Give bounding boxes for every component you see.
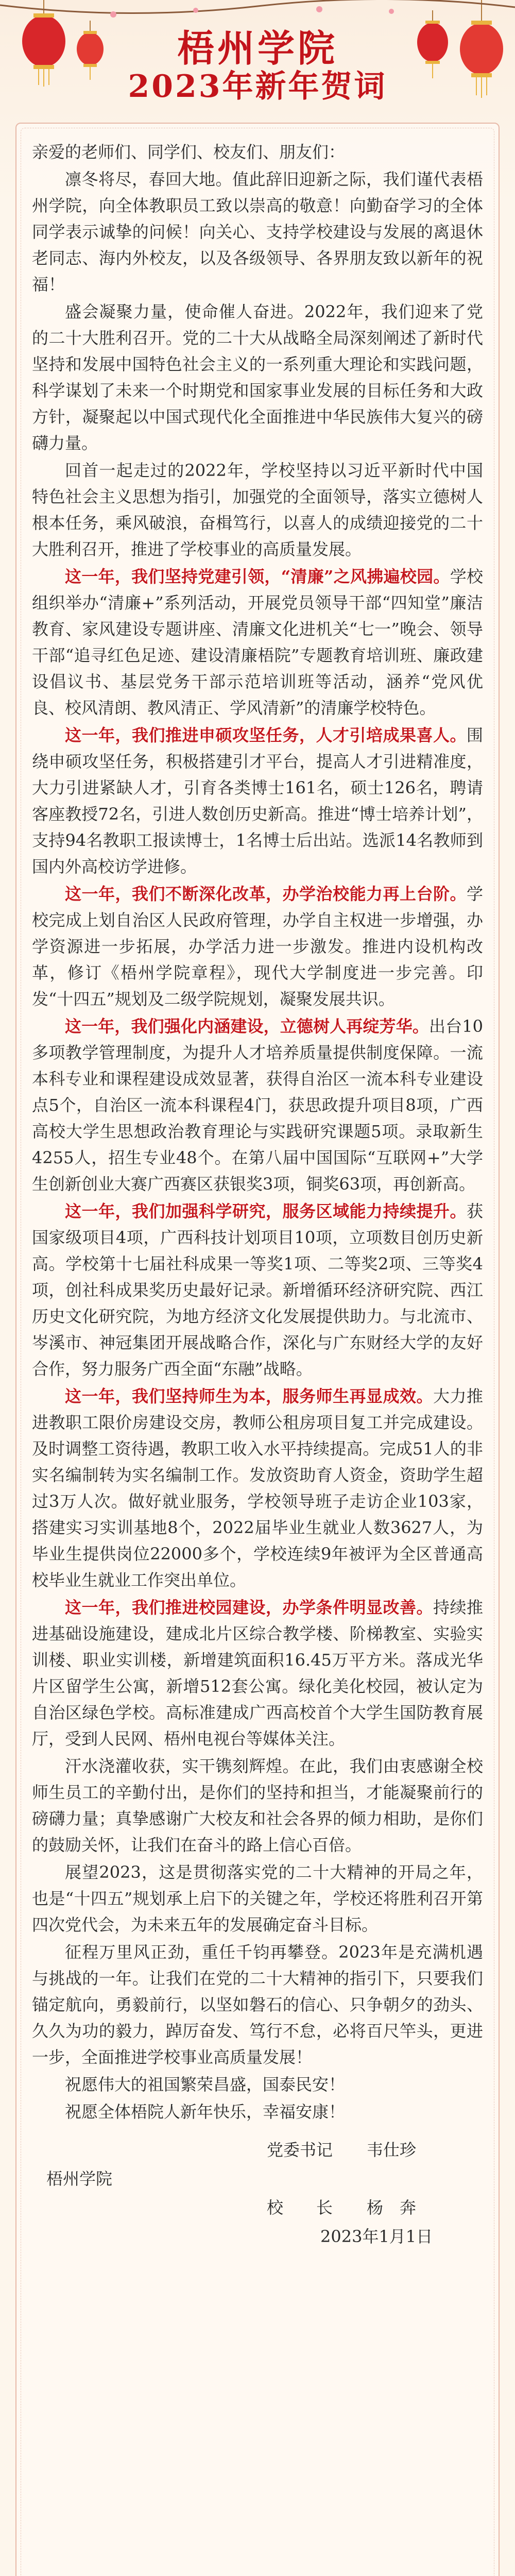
- paragraph-text: 回首一起走过的2022年，学校坚持以习近平新时代中国特色社会主义思想为指引，加强党的全面领导，落实立德树人根本任务，乘风破浪，奋楫笃行，以喜人的成绩迎接党的二十大胜利召开，推进了学校事业的高质量发展。: [32, 461, 483, 559]
- paragraph-text: 祝愿伟大的祖国繁荣昌盛，国泰民安！: [65, 2075, 346, 2094]
- paragraph-lead: 这一年，我们推进申硕攻坚任务，人才引培成果喜人。: [65, 725, 467, 745]
- page-title: 梧州学院: [177, 26, 338, 70]
- body-paragraph: [32, 881, 483, 1012]
- body-paragraph: [32, 2099, 483, 2125]
- signature-name-2: 杨 奔: [367, 2198, 417, 2217]
- paragraph-text: 获国家级项目4项，广西科技计划项目10项，立项数目创历史新高。学校第十七届社科成果一等奖1项、二等奖2项、三等奖4项，创社科成果奖历史最好记录。新增循环经济研究院、西江历史文化研究院，为地方经济文化发展提供助力。与北流市、岑溪市、神冠集团开展战略合作，深化与广东财经大学的友好合作，努力服务广西全面“东融”战略。: [32, 1201, 483, 1379]
- paragraph-text: 出台10多项教学管理制度，为提升人才培养质量提供制度保障。一流本科专业和课程建设成效显著，获得自治区一流本科专业建设点5个，自治区一流本科课程4门，获思政提升项目8项，广西高校大学生思想政治教育理论与实践研究课题5项。录取新生4255人，招生专业48个。在第八届中国国际“互联网+”大学生创新创业大赛广西赛区获银奖3项，铜奖63项，再创新高。: [32, 1016, 483, 1194]
- paragraph-lead: 这一年，我们坚持师生为本，服务师生再显成效。: [65, 1386, 433, 1406]
- signature-name-1: 韦仕珍: [367, 2140, 417, 2160]
- paragraph-lead: 这一年，我们推进校园建设，办学条件明显改善。: [65, 1598, 433, 1617]
- body-paragraph: [32, 1595, 483, 1752]
- body-paragraph: [32, 457, 483, 563]
- body-paragraph: [32, 1939, 483, 2071]
- signature-title-1: 党委书记: [267, 2140, 333, 2160]
- signature-org: 梧州学院: [46, 2169, 113, 2189]
- body-paragraph: [32, 564, 483, 721]
- body-paragraph: [32, 299, 483, 456]
- signature-block: [32, 2136, 483, 2251]
- body-paragraph: [32, 1013, 483, 1197]
- page-subtitle: 2023年新年贺词: [128, 69, 387, 105]
- header: [0, 0, 515, 113]
- body-paragraph: [32, 1383, 483, 1594]
- paragraph-lead: 这一年，我们不断深化改革，办学治校能力再上台阶。: [65, 884, 467, 904]
- paragraph-text: 凛冬将尽，春回大地。值此辞旧迎新之际，我们谨代表梧州学院，向全体教职员工致以崇高的敬意！向勤奋学习的全体同学表示诚挚的问候！向关心、支持学校建设与发展的离退休老同志、海内外校友，以及各级领导、各界朋友致以新年的祝福！: [32, 170, 483, 294]
- paragraph-text: 汗水浇灌收获，实干镌刻辉煌。在此，我们由衷感谢全校师生员工的辛勤付出，是你们的坚持和担当，才能凝聚前行的磅礴力量；真挚感谢广大校友和社会各界的倾力相助，是你们的鼓励关怀，让我们在奋斗的路上信心百倍。: [32, 1756, 483, 1855]
- paragraph-lead: 这一年，我们坚持党建引领，“清廉”之风拂遍校园。: [65, 567, 450, 586]
- body-paragraph: [32, 1198, 483, 1382]
- paragraph-lead: 这一年，我们加强科学研究，服务区域能力持续提升。: [65, 1201, 467, 1221]
- paragraph-lead: 这一年，我们强化内涵建设，立德树人再绽芳华。: [65, 1016, 429, 1036]
- signature-date: 2023年1月1日: [320, 2227, 433, 2246]
- body-paragraph: [32, 722, 483, 880]
- paragraph-text: 围绕申硕攻坚任务，积极搭建引才平台，提高人才引进精准度，大力引进紧缺人才，引育各类博士161名，硕士126名，聘请客座教授72名，引进人数创历史新高。推进“博士培养计划”，支持94名教职工报读博士，1名博士后出站。选派14名教师到国内外高校访学进修。: [32, 725, 483, 876]
- greeting: 亲爱的老师们、同学们、校友们、朋友们：: [32, 142, 346, 162]
- paragraph-text: 征程万里风正劲，重任千钧再攀登。2023年是充满机遇与挑战的一年。让我们在党的二十大精神的指引下，只要我们锚定航向，勇毅前行，以坚如磐石的信心、只争朝夕的劲头、久久为功的毅力，踔厉奋发、笃行不怠，必将百尺竿头，更进一步，全面推进学校事业高质量发展！: [32, 1942, 483, 2067]
- letter-body: [32, 139, 483, 2251]
- body-paragraph: [32, 1753, 483, 1858]
- body-paragraph: [32, 2072, 483, 2098]
- paragraph-list: [32, 166, 483, 2125]
- paragraph-text: 展望2023，这是贯彻落实党的二十大精神的开局之年，也是“十四五”规划承上启下的关键之年，学校还将胜利召开第四次党代会，为未来五年的发展确定奋斗目标。: [32, 1862, 483, 1935]
- paragraph-text: 持续推进基础设施建设，建成北片区综合教学楼、阶梯教室、实验实训楼、职业实训楼，新增建筑面积16.45万平方米。落成光华片区留学生公寓，新增512套公寓。绿化美化校园，被认定为自治区绿色学校。高标准建成广西高校首个大学生国防教育展厅，受到人民网、梧州电视台等媒体关注。: [32, 1598, 483, 1749]
- paragraph-text: 学校组织举办“清廉+”系列活动，开展党员领导干部“四知堂”廉洁教育、家风建设专题讲座、清廉文化进机关“七一”晚会、领导干部“追寻红色足迹、建设清廉梧院”专题教育培训班、廉政建设倡议书、基层党务干部示范培训班等活动，涵养“党风优良、校风清朗、教风清正、学风清新”的清廉学校特色。: [32, 567, 483, 718]
- body-paragraph: [32, 166, 483, 298]
- paragraph-text: 祝愿全体梧院人新年快乐，幸福安康！: [65, 2102, 346, 2122]
- body-paragraph: [32, 1859, 483, 1938]
- signature-title-2: 校 长: [267, 2198, 333, 2217]
- paragraph-text: 盛会凝聚力量，使命催人奋进。2022年，我们迎来了党的二十大胜利召开。党的二十大从战略全局深刻阐述了新时代坚持和发展中国特色社会主义的一系列重大理论和实践问题，科学谋划了未来一个时期党和国家事业发展的目标任务和大政方针，凝聚起以中国式现代化全面推进中华民族伟大复兴的磅礴力量。: [32, 302, 483, 453]
- paragraph-text: 学校完成上划自治区人民政府管理，办学自主权进一步增强，办学资源进一步拓展，办学活力进一步激发。推进内设机构改革，修订《梧州学院章程》，现代大学制度进一步完善。印发“十四五”规划及二级学院规划，凝聚发展共识。: [32, 884, 483, 1009]
- paragraph-text: 大力推进教职工限价房建设交房，教师公租房项目复工并完成建设。及时调整工资待遇，教职工收入水平持续提高。完成51人的非实名编制转为实名编制工作。发放资助育人资金，资助学生超过3万人次。做好就业服务，学校领导班子走访企业103家，搭建实习实训基地8个，2022届毕业生就业人数3627人，为毕业生提供岗位22000多个，学校连续9年被评为全区普通高校毕业生就业工作突出单位。: [32, 1386, 483, 1590]
